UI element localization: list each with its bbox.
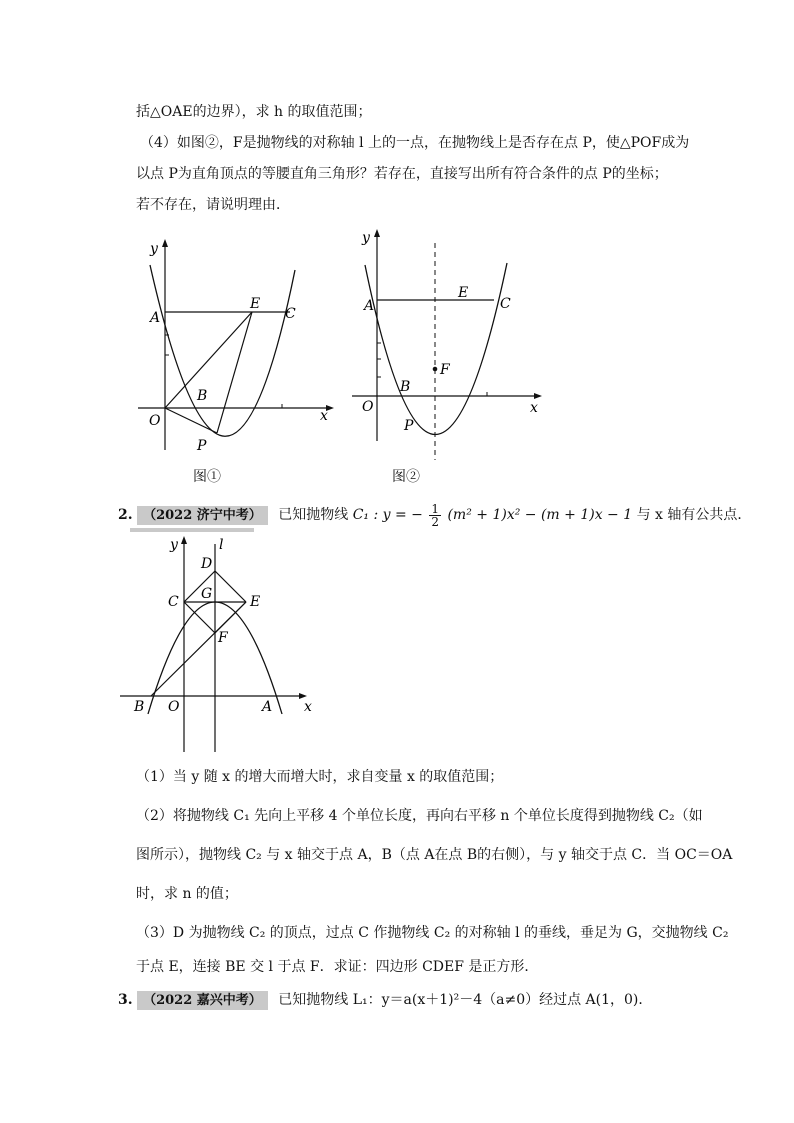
fig2-label-P: P xyxy=(404,418,414,434)
question-3-stem xyxy=(118,988,652,1013)
subquestion-3-line2: 于点 E，连接 BE 交 l 于点 F．求证：四边形 CDEF 是正方形． xyxy=(136,959,539,975)
text-line: 若不存在，请说明理由． xyxy=(136,197,290,213)
text-line: 以点 P为直角顶点的等腰直角三角形？若存在，直接写出所有符合条件的点 P的坐标； xyxy=(136,166,668,182)
fig1-label-O: O xyxy=(149,413,161,429)
fig2-label-B: B xyxy=(400,379,411,395)
formula-part-a: C₁ : y = − xyxy=(352,507,423,523)
text-line: 括△OAE的边界），求 h 的取值范围； xyxy=(136,104,372,120)
fig3-label-y: y xyxy=(170,537,178,553)
fig2-label-y: y xyxy=(362,230,370,246)
fig3-label-E: E xyxy=(250,594,261,610)
tag-bar xyxy=(130,528,254,532)
figure-1 xyxy=(130,235,345,455)
stem-text-end: 与 x 轴有公共点． xyxy=(636,507,752,523)
subquestion-2-line3: 时，求 n 的值； xyxy=(136,886,238,902)
fig2-label-E: E xyxy=(458,285,469,301)
figure-2 xyxy=(350,225,550,465)
fraction-num: 1 xyxy=(431,501,440,516)
fig2-label-x: x xyxy=(530,400,538,416)
question-number: 2. xyxy=(118,507,133,523)
fig1-label-C: C xyxy=(285,306,296,322)
fig3-label-A: A xyxy=(262,699,273,715)
subquestion-1: （1）当 y 随 x 的增大而增大时，求自变量 x 的取值范围； xyxy=(136,769,504,785)
fig3-label-x: x xyxy=(304,699,312,715)
subquestion-2-line2: 图所示），抛物线 C₂ 与 x 轴交于点 A，B（点 A在点 B的右侧），与 y 轴交于点 C．当 OC＝OA xyxy=(136,847,733,863)
fig2-label-O: O xyxy=(362,399,374,415)
fig1-label-E: E xyxy=(250,296,261,312)
subquestion-3-line1: （3）D 为抛物线 C₂ 的顶点，过点 C 作抛物线 C₂ 的对称轴 l 的垂线，垂足为 G，交抛物线 C₂ xyxy=(136,925,729,941)
question-number: 3. xyxy=(118,992,133,1008)
figure-3 xyxy=(118,534,318,756)
fig3-label-C: C xyxy=(168,594,179,610)
fig1-caption: 图① xyxy=(193,469,221,485)
fig3-label-G: G xyxy=(201,586,213,602)
fig3-label-D: D xyxy=(201,556,213,572)
source-tag: （2022 济宁中考） xyxy=(137,506,268,525)
fraction xyxy=(429,503,441,528)
fig3-label-O: O xyxy=(168,699,180,715)
question-2-stem xyxy=(118,502,751,529)
fig2-label-F: F xyxy=(440,362,450,378)
fig2-label-C: C xyxy=(500,296,511,312)
subquestion-2-line1: （2）将抛物线 C₁ 先向上平移 4 个单位长度，再向右平移 n 个单位长度得到抛物线 C₂（如 xyxy=(136,808,703,824)
fig2-label-A: A xyxy=(364,298,375,314)
source-tag: （2022 嘉兴中考） xyxy=(137,991,268,1010)
formula-part-b: (m² + 1)x² − (m + 1)x − 1 xyxy=(447,507,633,523)
fig2-caption: 图② xyxy=(392,469,420,485)
fig1-label-y: y xyxy=(150,241,158,257)
fig1-label-P: P xyxy=(197,438,207,454)
stem-text: 已知抛物线 xyxy=(278,507,349,523)
fig3-label-l: l xyxy=(219,537,224,553)
fig1-label-B: B xyxy=(197,388,208,404)
fig3-label-F: F xyxy=(218,630,228,646)
fig1-label-x: x xyxy=(320,408,328,424)
fraction-den: 2 xyxy=(431,514,440,529)
fig1-label-A: A xyxy=(150,310,161,326)
question-4: （4）如图②，F是抛物线的对称轴 l 上的一点，在抛物线上是否存在点 P，使△POF成为 xyxy=(140,135,690,151)
stem-text: 已知抛物线 L₁：y＝a(x＋1)²－4（a≠0）经过点 A(1，0)． xyxy=(278,992,653,1008)
fig3-label-B: B xyxy=(134,699,145,715)
